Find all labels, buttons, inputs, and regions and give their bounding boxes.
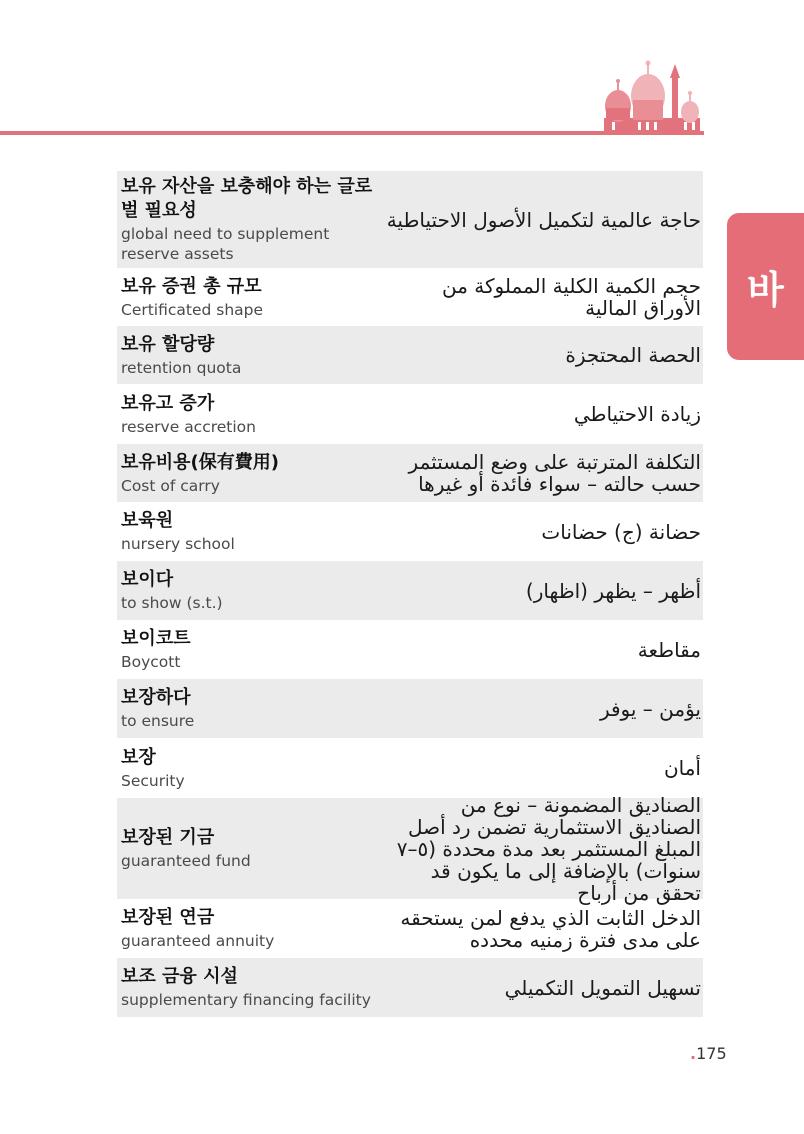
arabic-term: الصناديق المضمونة – نوع من الصناديق الاستثمارية تضمن رد أصل المبلغ المستثمر بعد مدة محددة (٥–٧ سنوات) بالإضافة إلى ما يكون قد تحقق من أرباح (396, 792, 701, 905)
arabic-term: حاجة عالمية لتكميل الأصول الاحتياطية (386, 207, 701, 232)
arabic-term: مقاطعة (637, 637, 701, 662)
glossary-row (117, 899, 703, 958)
english-term: nursery school (121, 535, 235, 553)
english-term: supplementary financing facility (121, 991, 371, 1009)
glossary-row (117, 384, 703, 444)
mosque-icon (600, 56, 704, 134)
korean-term: 보조 금융 시설 (121, 966, 238, 987)
korean-term: 보유 할당량 (121, 333, 215, 355)
page-number-value: 175 (696, 1044, 727, 1063)
glossary-row (117, 326, 703, 384)
english-term: to ensure (121, 712, 195, 730)
glossary-row (117, 444, 703, 502)
english-term: global need to supplement reserve assets (121, 225, 330, 263)
glossary-row (117, 561, 703, 620)
arabic-term: أظهر – يظهر (اظهار) (525, 578, 701, 603)
header-rule (0, 131, 704, 135)
korean-term: 보유고 증가 (121, 392, 215, 414)
glossary-row (117, 620, 703, 679)
section-tab-label: 바 (747, 268, 784, 312)
section-tab[interactable] (727, 213, 804, 360)
english-term: Security (121, 771, 185, 790)
korean-term: 보유비용(保有費用) (121, 451, 280, 473)
glossary-table (117, 171, 703, 1017)
arabic-term: تسهيل التمويل التكميلي (504, 975, 701, 1000)
korean-term: 보육원 (121, 510, 174, 531)
arabic-term: يؤمن – يوفر (599, 696, 701, 721)
english-term: guaranteed fund (121, 852, 251, 870)
glossary-row (117, 738, 703, 798)
arabic-term: الدخل الثابت الذي يدفع لمن يستحقه على مدى فترة زمنيه محدده (400, 905, 701, 952)
glossary-row (117, 268, 703, 326)
arabic-term: التكلفة المترتبة على وضع المستثمر حسب حالته – سواء فائدة أو غيرها (408, 450, 701, 496)
korean-term: 보유 증권 총 규모 (121, 275, 262, 297)
page-number (690, 1044, 727, 1063)
korean-term: 보장된 연금 (121, 907, 215, 928)
korean-term: 보장하다 (121, 687, 191, 708)
korean-term: 보이코트 (121, 628, 191, 649)
arabic-term: زيادة الاحتياطي (573, 402, 701, 426)
english-term: Certificated shape (121, 300, 264, 319)
english-term: to show (s.t.) (121, 594, 223, 612)
korean-term: 보장된 기금 (121, 827, 215, 848)
arabic-term: حجم الكمية الكلية المملوكة من الأوراق المالية (441, 274, 701, 320)
english-term: guaranteed annuity (121, 932, 275, 950)
korean-term: 보유 자산을 보충해야 하는 글로벌 필요성 (121, 176, 373, 221)
glossary-row (117, 679, 703, 738)
glossary-row (117, 171, 703, 268)
english-term: reserve accretion (121, 417, 256, 436)
glossary-row (117, 792, 703, 905)
arabic-term: حضانة (ج) حضانات (541, 519, 701, 544)
english-term: retention quota (121, 358, 242, 377)
arabic-term: الحصة المحتجزة (565, 343, 701, 367)
bullet-dot-icon: . (690, 1044, 697, 1063)
english-term: Cost of carry (121, 476, 220, 495)
korean-term: 보이다 (121, 569, 174, 590)
glossary-row (117, 958, 703, 1017)
english-term: Boycott (121, 653, 181, 671)
glossary-row (117, 502, 703, 561)
arabic-term: أمان (663, 756, 701, 780)
korean-term: 보장 (121, 746, 156, 768)
